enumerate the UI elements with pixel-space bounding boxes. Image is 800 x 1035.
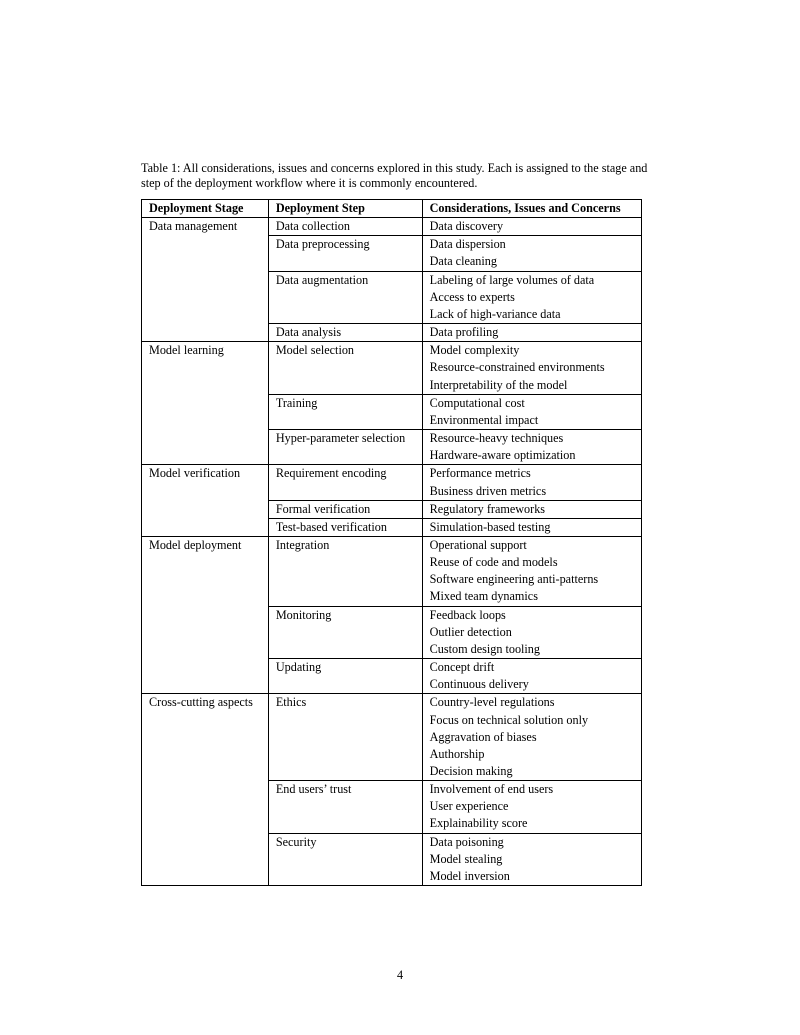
concern-item: Model stealing	[429, 851, 503, 866]
deployment-concerns-table	[141, 199, 642, 886]
concern-item: Lack of high-variance data	[429, 306, 561, 321]
concern-item: Authorship	[429, 746, 485, 761]
concern-item: Interpretability of the model	[429, 377, 568, 392]
step-name: Updating	[275, 660, 322, 675]
concern-item: Regulatory frameworks	[429, 501, 546, 516]
step-name: End users’ trust	[275, 782, 352, 797]
concerns-cell	[422, 218, 641, 236]
concern-item: Computational cost	[429, 395, 525, 410]
concern-item: Model inversion	[429, 868, 510, 883]
step-cell	[268, 394, 422, 429]
concern-item: Explainability score	[429, 816, 528, 831]
stage-name: Model verification	[149, 466, 241, 481]
concerns-cell	[422, 536, 641, 606]
concern-item: Data dispersion	[429, 237, 506, 252]
step-name: Model selection	[275, 343, 355, 358]
step-name: Data collection	[275, 219, 350, 234]
step-name: Data augmentation	[275, 272, 369, 287]
concern-item: Business driven metrics	[429, 483, 547, 498]
step-name: Data analysis	[275, 325, 342, 340]
concerns-cell	[422, 236, 641, 271]
stage-name: Cross-cutting aspects	[149, 695, 253, 710]
step-cell	[268, 342, 422, 394]
step-name: Ethics	[275, 695, 307, 710]
concern-item: User experience	[429, 799, 509, 814]
step-cell	[268, 606, 422, 658]
concern-item: Data profiling	[429, 325, 499, 340]
concerns-cell	[422, 694, 641, 781]
stage-cell	[142, 342, 269, 465]
concerns-cell	[422, 271, 641, 323]
concern-item: Aggravation of biases	[429, 729, 537, 744]
step-name: Requirement encoding	[275, 466, 387, 481]
header-deployment-step: Deployment Step	[268, 200, 422, 218]
stage-name: Model deployment	[149, 537, 242, 552]
concern-item: Model complexity	[429, 343, 520, 358]
concern-item: Focus on technical solution only	[429, 712, 589, 727]
stage-cell	[142, 694, 269, 886]
concern-item: Mixed team dynamics	[429, 589, 538, 604]
concerns-cell	[422, 606, 641, 658]
concern-item: Simulation-based testing	[429, 519, 551, 534]
stage-cell	[142, 218, 269, 342]
concern-item: Hardware-aware optimization	[429, 448, 576, 463]
table-row	[142, 465, 642, 500]
concerns-cell	[422, 430, 641, 465]
step-name: Monitoring	[275, 607, 332, 622]
step-cell	[268, 833, 422, 885]
page-number: 4	[396, 968, 404, 982]
concern-item: Continuous delivery	[429, 677, 529, 692]
concerns-cell	[422, 342, 641, 394]
step-name: Hyper-parameter selection	[275, 431, 406, 446]
concern-item: Feedback loops	[429, 607, 506, 622]
step-name: Training	[275, 395, 318, 410]
concerns-cell	[422, 500, 641, 518]
concerns-cell	[422, 518, 641, 536]
concern-item: Data poisoning	[429, 834, 504, 849]
table-row	[142, 218, 642, 236]
step-name: Formal verification	[275, 501, 371, 516]
step-cell	[268, 465, 422, 500]
step-name: Integration	[275, 537, 330, 552]
concern-item: Reuse of code and models	[429, 555, 558, 570]
concerns-cell	[422, 324, 641, 342]
concern-item: Country-level regulations	[429, 695, 555, 710]
concerns-cell	[422, 465, 641, 500]
step-cell	[268, 271, 422, 323]
step-cell	[268, 430, 422, 465]
step-cell	[268, 236, 422, 271]
concern-item: Software engineering anti-patterns	[429, 572, 599, 587]
concern-item: Data cleaning	[429, 254, 497, 269]
stage-name: Model learning	[149, 343, 224, 358]
concern-item: Labeling of large volumes of data	[429, 272, 595, 287]
header-deployment-stage: Deployment Stage	[142, 200, 269, 218]
concerns-cell	[422, 394, 641, 429]
concern-item: Involvement of end users	[429, 782, 554, 797]
concern-item: Custom design tooling	[429, 641, 540, 656]
step-name: Data preprocessing	[275, 237, 370, 252]
table-body	[142, 218, 642, 886]
concerns-cell	[422, 659, 641, 694]
concern-item: Outlier detection	[429, 624, 512, 639]
concern-item: Resource-heavy techniques	[429, 431, 564, 446]
step-name: Test-based verification	[275, 519, 387, 534]
step-cell	[268, 536, 422, 606]
header-concerns: Considerations, Issues and Concerns	[422, 200, 641, 218]
step-cell	[268, 500, 422, 518]
stage-name: Data management	[149, 219, 238, 234]
stage-cell	[142, 465, 269, 537]
table-caption: Table 1: All considerations, issues and concerns explored in this study. Each is assigned to the stage and step of the deployment workflow where it is commonly encountered.	[141, 161, 648, 190]
step-cell	[268, 518, 422, 536]
table-row	[142, 536, 642, 606]
table-row	[142, 694, 642, 781]
table-header-row	[142, 200, 642, 218]
concern-item: Performance metrics	[429, 466, 531, 481]
step-name: Security	[275, 834, 317, 849]
concerns-cell	[422, 833, 641, 885]
table-row	[142, 342, 642, 394]
stage-cell	[142, 536, 269, 693]
concern-item: Environmental impact	[429, 412, 539, 427]
concern-item: Decision making	[429, 764, 513, 778]
step-cell	[268, 781, 422, 833]
concern-item: Operational support	[429, 537, 527, 552]
step-cell	[268, 218, 422, 236]
concerns-cell	[422, 781, 641, 833]
concern-item: Data discovery	[429, 219, 504, 234]
concern-item: Concept drift	[429, 660, 495, 675]
concern-item: Resource-constrained environments	[429, 360, 605, 375]
step-cell	[268, 694, 422, 781]
concern-item: Access to experts	[429, 289, 515, 304]
step-cell	[268, 659, 422, 694]
step-cell	[268, 324, 422, 342]
